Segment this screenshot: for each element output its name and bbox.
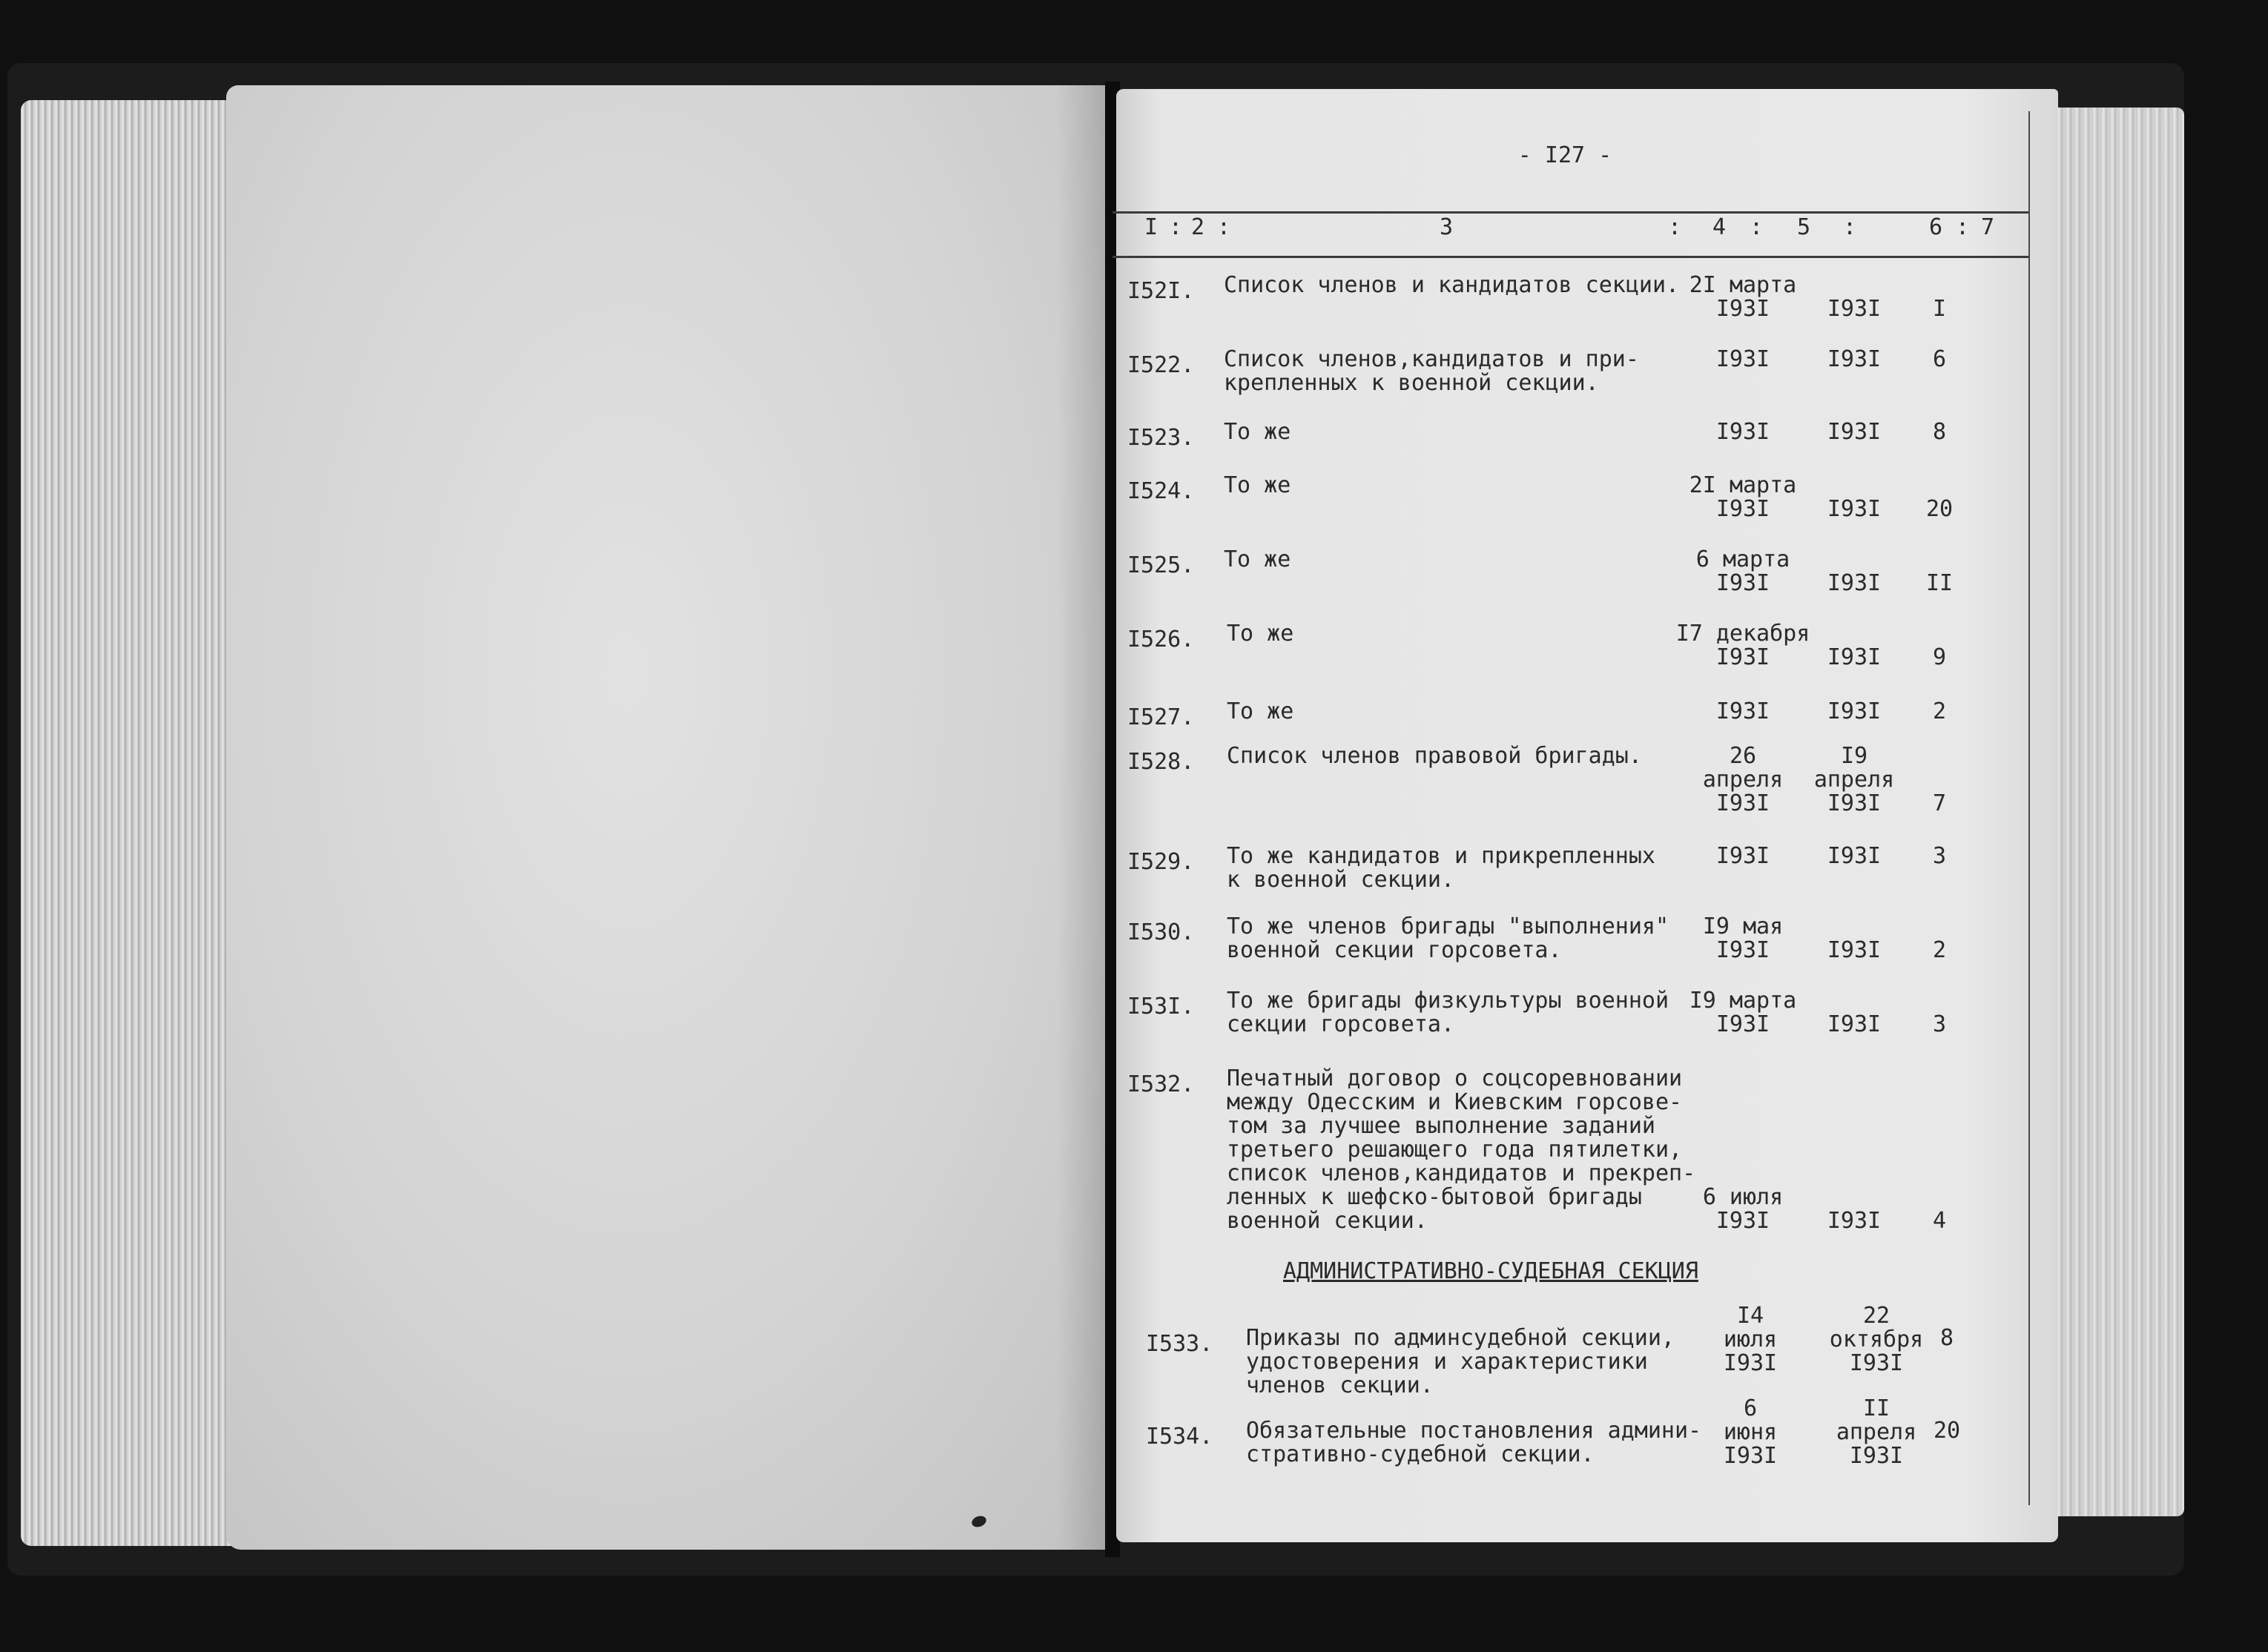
entry-description: военной секции. [1227,1208,1428,1234]
entry-end-date: I93I [1827,644,1882,670]
entry-end-date: I93I [1827,1011,1882,1037]
entry-end-date: апреля [1836,1419,1917,1445]
entry-end-date: I93I [1827,296,1882,322]
entry-start-date: I7 декабря [1675,621,1810,647]
entry-start-date: I9 марта [1689,988,1797,1014]
entry-start-date: 6 марта [1695,546,1790,572]
entry-start-date: 2I марта [1689,272,1797,298]
left-page-edges [21,100,243,1546]
entry-end-date: 22 [1862,1303,1890,1329]
entry-start-date: I93I [1715,843,1770,869]
entry-end-date: I93I [1827,346,1882,372]
entry-sheet-count: 8 [1932,419,1947,445]
page-number: - I27 - [1517,142,1612,168]
entry-description: к военной секции. [1227,867,1455,893]
entry-number: I533. [1146,1331,1213,1357]
entry-start-date: I93I [1715,1208,1770,1234]
entry-start-date: I93I [1723,1443,1778,1469]
entry-start-date: I93I [1715,296,1770,322]
column-header-cell: : [1842,214,1857,240]
entry-description: То же [1224,472,1291,498]
entry-sheet-count: 7 [1932,790,1947,816]
entry-start-date: 6 [1743,1395,1758,1421]
entry-description: между Одесским и Киевским горсове- [1227,1089,1683,1115]
entry-end-date: II [1862,1395,1890,1421]
entry-description: список членов,кандидатов и прекреп- [1227,1160,1696,1186]
entry-sheet-count: 3 [1932,1011,1947,1037]
entry-end-date: I93I [1827,843,1882,869]
entry-sheet-count: 2 [1932,698,1947,724]
column-header-cell: 5 [1796,214,1811,240]
entry-end-date: I93I [1827,1208,1882,1234]
column-header-cell: : [1168,214,1183,240]
entry-sheet-count: 6 [1932,346,1947,372]
entry-number: I524. [1127,478,1195,504]
entry-description: ленных к шефско-бытовой бригады [1227,1184,1642,1210]
entry-description: третьего решающего года пятилетки, [1227,1137,1683,1163]
entry-sheet-count: 4 [1932,1208,1947,1234]
entry-end-date: I93I [1827,419,1882,445]
right-page-edges [2047,108,2184,1516]
entry-description: То же [1227,621,1294,647]
entry-sheet-count: 2 [1932,937,1947,963]
entry-start-date: апреля [1702,767,1784,793]
entry-start-date: I93I [1715,570,1770,596]
entry-end-date: I93I [1827,570,1882,596]
entry-description: военной секции горсовета. [1227,937,1562,963]
entry-description: То же кандидатов и прикрепленных [1227,843,1655,869]
entry-description: То же [1224,546,1291,572]
column-header-cell: : [1216,214,1231,240]
entry-start-date: I4 [1736,1303,1764,1329]
entry-description: Обязательные постановления админи- [1246,1418,1702,1444]
column-header-cell: : [1749,214,1764,240]
entry-sheet-count: 8 [1939,1325,1954,1351]
entry-sheet-count: 20 [1925,496,1954,522]
column-header-cell: 7 [1980,214,1995,240]
column-header-cell: : [1955,214,1970,240]
entry-description: секции горсовета. [1227,1011,1455,1037]
entry-description: крепленных к военной секции. [1224,370,1599,396]
entry-description: То же членов бригады "выполнения" [1227,913,1669,939]
entry-end-date: I93I [1849,1350,1904,1376]
column-header-cell: 3 [1439,214,1454,240]
entry-number: I523. [1127,425,1195,451]
entry-start-date: июля [1723,1326,1778,1352]
entry-sheet-count: 9 [1932,644,1947,670]
entry-number: I534. [1146,1424,1213,1450]
entry-start-date: I93I [1715,496,1770,522]
entry-number: I532. [1127,1071,1195,1097]
entry-end-date: апреля [1813,767,1895,793]
column-header-cell: : [1667,214,1682,240]
entry-description: То же [1224,419,1291,445]
entry-number: I525. [1127,552,1195,578]
entry-end-date: I93I [1849,1443,1904,1469]
right-margin-line [2028,111,2030,1505]
entry-end-date: I93I [1827,496,1882,522]
entry-end-date: октября [1829,1326,1924,1352]
entry-description: Список членов правовой бригады. [1227,743,1642,769]
entry-number: I528. [1127,749,1195,775]
entry-start-date: I93I [1715,644,1770,670]
entry-end-date: I93I [1827,937,1882,963]
column-header-cell: 6 [1928,214,1943,240]
entry-number: I527. [1127,704,1195,730]
entry-description: То же бригады физкультуры военной [1227,988,1669,1014]
entry-description: То же [1227,698,1294,724]
header-rule-bottom [1112,256,2028,258]
entry-start-date: I93I [1723,1350,1778,1376]
section-title: АДМИНИСТРАТИВНО-СУДЕБНАЯ СЕКЦИЯ [1283,1258,1698,1284]
entry-description: Приказы по админсудебной секции, [1246,1325,1675,1351]
entry-start-date: I93I [1715,1011,1770,1037]
entry-sheet-count: 3 [1932,843,1947,869]
column-header-cell: 2 [1190,214,1205,240]
entry-number: I522. [1127,352,1195,378]
column-header-cell: I [1144,214,1158,240]
entry-description: том за лучшее выполнение заданий [1227,1113,1655,1139]
entry-number: I52I. [1127,278,1195,304]
entry-sheet-count: II [1925,570,1954,596]
entry-description: удостоверения и характеристики [1246,1349,1648,1375]
entry-end-date: I93I [1827,698,1882,724]
entry-number: I530. [1127,919,1195,945]
entry-start-date: 2I марта [1689,472,1797,498]
entry-description: членов секции. [1246,1372,1434,1398]
column-header-cell: 4 [1712,214,1727,240]
entry-start-date: I93I [1715,419,1770,445]
entry-number: I529. [1127,849,1195,875]
entry-start-date: I93I [1715,937,1770,963]
entry-end-date: I93I [1827,790,1882,816]
entry-description: Список членов,кандидатов и при- [1224,346,1639,372]
entry-start-date: 26 [1729,743,1757,769]
entry-description: стративно-судебной секции. [1246,1441,1595,1467]
entry-description: Список членов и кандидатов секции. [1224,272,1680,298]
entry-number: I53I. [1127,994,1195,1020]
entry-number: I526. [1127,627,1195,652]
header-rule-top [1112,211,2028,214]
entry-start-date: I93I [1715,790,1770,816]
entry-description: Печатный договор о соцсоревновании [1227,1065,1683,1091]
entry-start-date: I93I [1715,698,1770,724]
entry-end-date: I9 [1840,743,1868,769]
entry-sheet-count: I [1932,296,1947,322]
left-page-blank [226,85,1116,1550]
entry-sheet-count: 20 [1933,1418,1961,1444]
entry-start-date: I93I [1715,346,1770,372]
entry-start-date: I9 мая [1702,913,1784,939]
entry-start-date: 6 июля [1702,1184,1784,1210]
entry-start-date: июня [1723,1419,1778,1445]
